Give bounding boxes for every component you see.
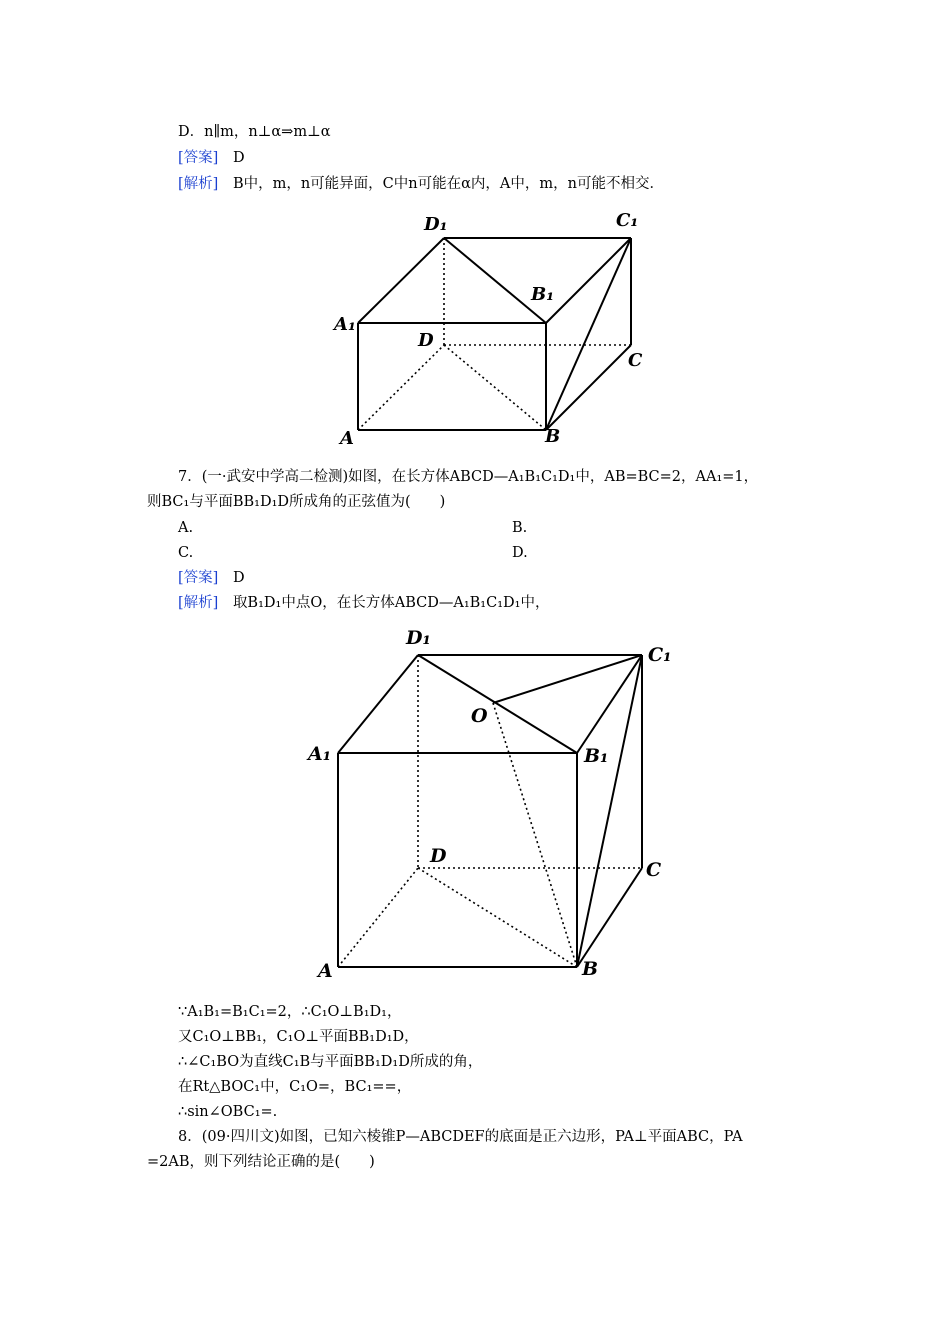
- fig2-label-c: C: [646, 859, 662, 881]
- fig2-label-b: B: [582, 958, 599, 980]
- fig1-label-b: B: [545, 426, 561, 447]
- figure-cuboid-2: [338, 655, 642, 967]
- q6-answer-row: [178, 148, 245, 168]
- fig2-label-o: O: [471, 705, 488, 727]
- fig2-label-d: D: [430, 845, 447, 867]
- solution-line-3: ∴∠C₁BO为直线C₁B与平面BB₁D₁D所成的角，: [178, 1054, 483, 1070]
- fig1-label-d1: D₁: [424, 214, 448, 235]
- fig1-label-c1: C₁: [616, 210, 639, 231]
- answer-value: D: [232, 570, 245, 586]
- q7-stem-line1: 7．(一·武安中学高二检测)如图，在长方体ABCD—A₁B₁C₁D₁中，AB=BC=2，AA₁=1，: [178, 469, 759, 485]
- explanation-text: B中，m，n可能异面，C中n可能在α内，A中，m，n可能不相交．: [232, 176, 664, 192]
- solution-line-4: 在Rt△BOC₁中，C₁O=，BC₁==，: [178, 1079, 412, 1095]
- fig1-label-a: A: [340, 428, 354, 449]
- q8-stem-line1: 8．(09·四川文)如图，已知六棱锥P—ABCDEF的底面是正六边形，PA⊥平面ABC，PA: [178, 1129, 743, 1145]
- answer-tag: [答案]: [178, 150, 219, 166]
- q7-explain-row: [178, 593, 549, 613]
- answer-tag: [答案]: [178, 570, 219, 586]
- solution-line-1: ∵A₁B₁=B₁C₁=2，∴C₁O⊥B₁D₁，: [178, 1004, 402, 1020]
- q7-stem-line2: 则BC₁与平面BB₁D₁D所成角的正弦值为( ): [147, 494, 446, 510]
- q7-answer-row: [178, 568, 245, 588]
- q7-option-d: D.: [512, 545, 528, 561]
- fig1-label-a1: A₁: [334, 314, 356, 335]
- explain-tag: [解析]: [178, 176, 219, 192]
- fig1-label-b1: B₁: [531, 284, 555, 305]
- fig2-label-a: A: [318, 960, 333, 982]
- q6-option-d: D．n∥m，n⊥α⇒m⊥α: [178, 124, 331, 140]
- q7-option-c: C.: [178, 545, 194, 561]
- answer-value: D: [232, 150, 245, 166]
- q7-option-b: B.: [512, 520, 528, 536]
- explain-tag: [解析]: [178, 595, 219, 611]
- q8-stem-line2: =2AB，则下列结论正确的是( ): [147, 1154, 375, 1170]
- explanation-text: 取B₁D₁中点O，在长方体ABCD—A₁B₁C₁D₁中，: [232, 595, 550, 611]
- fig1-label-d: D: [418, 330, 434, 351]
- solution-line-5: ∴sin∠OBC₁=.: [178, 1104, 278, 1120]
- solution-line-2: 又C₁O⊥BB₁，C₁O⊥平面BB₁D₁D，: [178, 1029, 419, 1045]
- fig2-label-b1: B₁: [584, 745, 609, 767]
- fig2-label-a1: A₁: [308, 743, 332, 765]
- q7-option-a: A.: [178, 520, 194, 536]
- fig2-label-d1: D₁: [406, 627, 431, 649]
- fig2-label-c1: C₁: [648, 644, 672, 666]
- fig1-label-c: C: [628, 350, 643, 371]
- q6-explain-row: [178, 174, 664, 194]
